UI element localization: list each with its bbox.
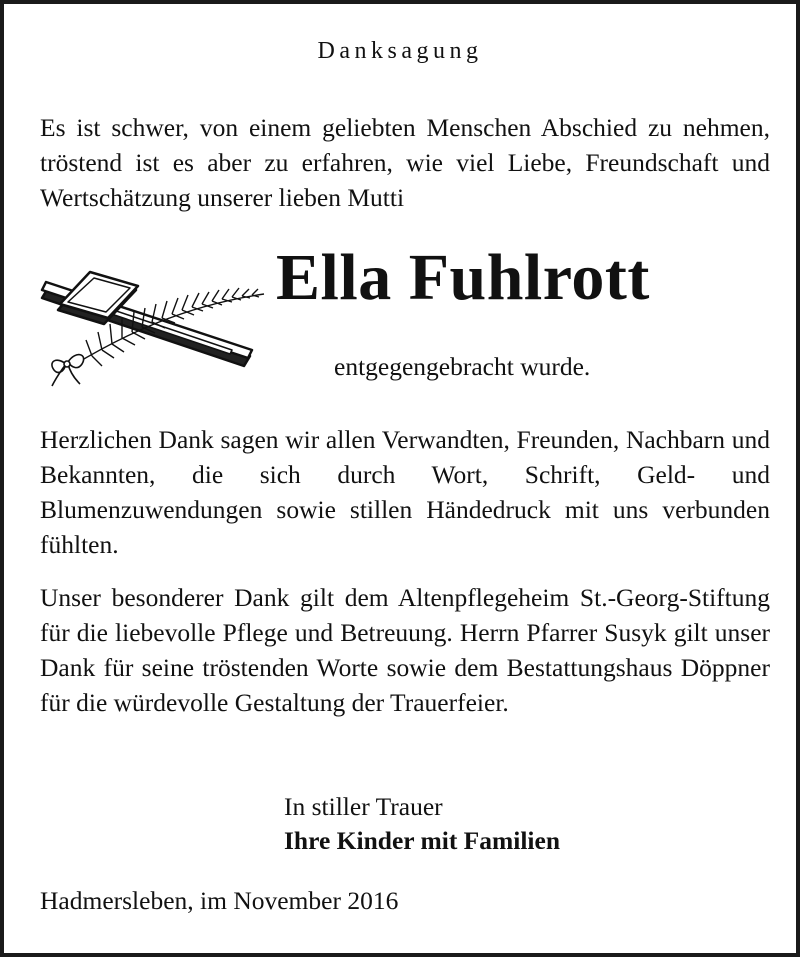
place-date: Hadmersleben, im November 2016 — [40, 886, 399, 915]
intro-text: Es ist schwer, von einem geliebten Menschen Abschied zu nehmen, tröstend ist es aber zu erfahren, wie viel Liebe, Freundschaft und Wertschätzung unserer lieben Mutti — [40, 113, 770, 212]
signature-intro: In stiller Trauer — [284, 792, 443, 821]
deceased-name: Ella Fuhlrott — [276, 241, 650, 314]
cross-with-palm-branch-icon — [32, 266, 272, 394]
after-name-text: entgegengebracht wurde. — [334, 352, 591, 381]
signature-name: Ihre Kinder mit Familien — [284, 826, 561, 855]
thanks-paragraph-2: Unser besonderer Dank gilt dem Altenpflegeheim St.-Georg-Stiftung für die liebevolle Pflege und Betreuung. Herrn Pfarrer Susyk gilt unser Dank für seine tröstenden Worte sowie dem Bestattungshaus Döppner für die würdevolle Gestaltung der Trauerfeier. — [40, 583, 770, 717]
notice-heading: Danksagung — [317, 38, 483, 64]
thanks-paragraph-1: Herzlichen Dank sagen wir allen Verwandten, Freunden, Nachbarn und Bekannten, die sich durch Wort, Schrift, Geld- und Blumenzuwendungen sowie stillen Händedruck mit uns verbunden fühlten. — [40, 425, 770, 559]
